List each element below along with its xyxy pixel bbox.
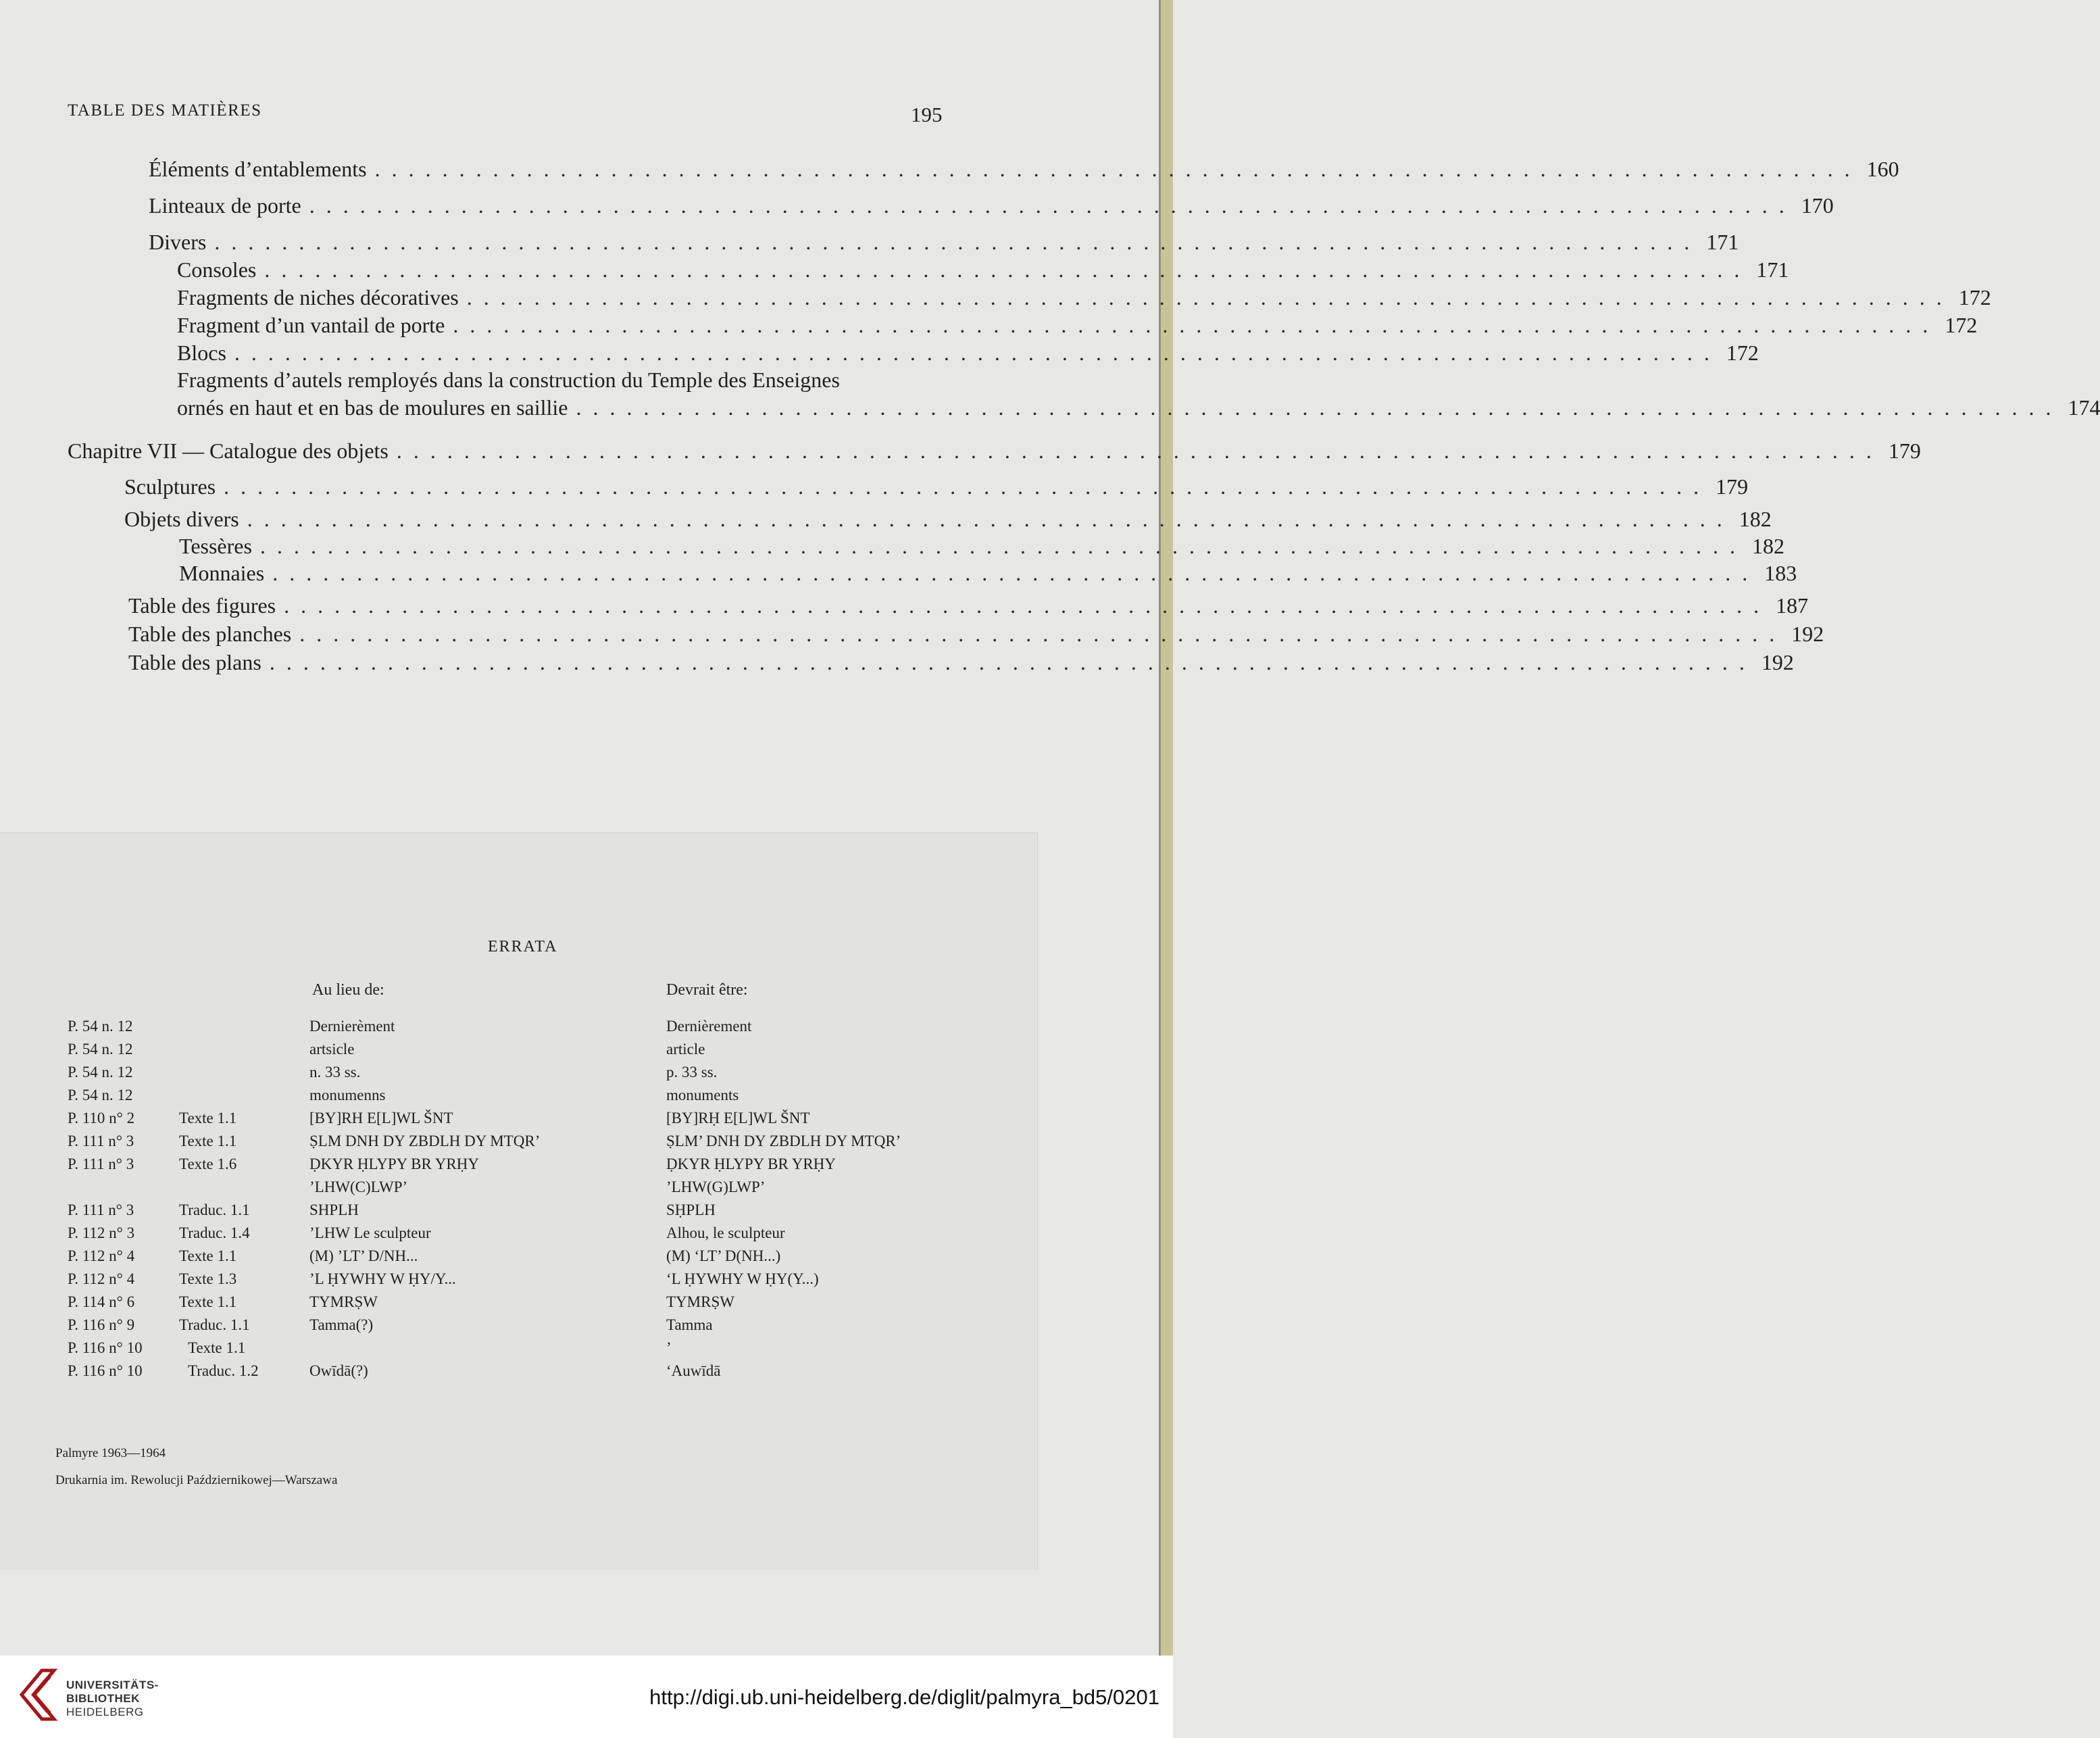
errata-page: P. 112 n° 3 [68,1224,135,1241]
errata-row [0,1224,1037,1247]
toc-leader: ........................................................................................ [269,650,1756,674]
errata-row [0,1339,1037,1362]
errata-instead: ṢLM DNH DY ZBDLH DY MTQR’ [309,1133,541,1149]
toc-page: 192 [1761,650,1794,674]
library-name-line1: UNIVERSITÄTS- [66,1679,159,1691]
source-url-link[interactable]: http://digi.ub.uni-heidelberg.de/diglit/palmyra_bd5/0201 [649,1685,1159,1709]
toc-entry [124,507,1772,535]
errata-instead: Owīdā(?) [309,1362,368,1379]
toc-leader: ........................................................................................ [576,395,2063,420]
errata-should: (M) ‘LT’ D(NH...) [666,1247,781,1264]
toc-leader: ........................................................................................ [374,157,1861,181]
errata-page: P. 114 n° 6 [68,1293,135,1310]
errata-title: ERRATA [488,938,558,955]
toc-leader: ........................................................................................ [259,534,1747,558]
errata-instead: ’L ḤYWHY W ḤY/Y... [309,1270,456,1287]
errata-page: P. 111 n° 3 [68,1133,134,1149]
toc-entry [179,561,1797,589]
toc-label: Blocs [177,341,226,365]
errata-instead: TYMRṢW [309,1293,378,1310]
errata-row [0,1018,1037,1041]
errata-page: P. 110 n° 2 [68,1110,135,1126]
errata-ref: Texte 1.1 [179,1247,237,1264]
errata-column-instead: Au lieu de: [312,981,384,999]
toc-leader: ........................................................................................ [247,507,1734,531]
errata-page: P. 54 n. 12 [68,1041,133,1058]
toc-page: 174 [2068,395,2100,420]
toc-page: 179 [1888,439,1921,463]
running-head: TABLE DES MATIÈRES [68,101,262,120]
errata-row [0,1064,1037,1087]
page-number: 195 [911,103,943,126]
toc-leader: ........................................................................................ [466,285,1953,309]
errata-ref: Traduc. 1.1 [179,1201,250,1218]
errata-instead: n. 33 ss. [309,1064,361,1081]
toc-label: Tessères [179,534,252,558]
errata-instead: (M) ’LT’ D/NH... [309,1247,418,1264]
errata-should: ’ [666,1339,672,1356]
toc-page: 187 [1776,593,1809,618]
errata-page: P. 112 n° 4 [68,1247,135,1264]
errata-instead: Dernierèment [309,1018,395,1035]
errata-should: ḌKYR ḤLYPY BR YRḤY [666,1156,836,1172]
toc-entry [179,534,1784,562]
errata-row [0,1270,1037,1293]
errata-instead: artsicle [309,1041,355,1058]
toc-entry [128,650,1794,678]
errata-ref: Texte 1.3 [179,1270,237,1287]
errata-page: P. 116 n° 10 [68,1339,143,1356]
toc-label: Sculptures [124,474,216,499]
errata-should: SḤPLH [666,1201,716,1218]
toc-entry [177,395,2100,424]
toc-page: 172 [1945,313,1978,337]
library-name-line2: BIBLIOTHEK [66,1692,140,1705]
errata-page: P. 54 n. 12 [68,1064,133,1081]
toc-page: 192 [1791,622,1824,646]
toc-label: Objets divers [124,507,239,531]
toc-entry [128,622,1824,650]
errata-instead: SHPLH [309,1201,359,1218]
toc-entry [177,313,1978,341]
toc-entry [149,157,1899,185]
errata-should: Tamma [666,1316,713,1333]
toc-label: Divers [149,230,207,254]
errata-should: Dernièrement [666,1018,752,1035]
errata-ref: Traduc. 1.1 [179,1316,250,1333]
errata-should: monuments [666,1087,739,1103]
toc-label: Consoles [177,257,257,282]
errata-should: ‘L ḤYWHY W ḤY(Y...) [666,1270,819,1287]
toc-label: Table des figures [128,593,276,618]
errata-should: [BY]RḤ E[L]WL ŠNT [666,1110,810,1126]
toc-leader: ........................................................................................ [396,439,1883,463]
toc-entry [149,193,1834,222]
errata-page: P. 111 n° 3 [68,1201,134,1218]
errata-ref: Texte 1.1 [179,1293,237,1310]
errata-row [0,1293,1037,1316]
errata-instead: Tamma(?) [309,1316,374,1333]
toc-label: Éléments d’entablements [149,157,367,181]
errata-row [0,1316,1037,1339]
errata-should: p. 33 ss. [666,1064,718,1081]
toc-chapter-entry [68,439,1921,467]
toc-page: 160 [1866,157,1899,181]
toc-label: Chapitre VII — Catalogue des objets [68,439,389,463]
toc-page: 171 [1706,230,1739,254]
library-name-line3: HEIDELBERG [66,1706,144,1718]
toc-page: 183 [1764,561,1797,585]
errata-page: P. 116 n° 9 [68,1316,135,1333]
errata-page: P. 54 n. 12 [68,1018,133,1035]
toc-leader: ........................................................................................ [453,313,1940,337]
toc-page: 172 [1958,285,1991,309]
imprint-edition: Palmyre 1963—1964 [55,1446,166,1460]
errata-instead: ḌKYR ḤLYPY BR YRḤY [309,1156,479,1172]
errata-should: Alhou, le sculpteur [666,1224,785,1241]
toc-label: Table des planches [128,622,292,646]
errata-should: ‘Auwīdā [666,1362,721,1379]
toc-page: 182 [1751,534,1784,558]
library-logo-icon [19,1664,62,1726]
errata-ref: Texte 1.1 [179,1110,237,1126]
errata-ref: Texte 1.1 [179,1133,237,1149]
toc-page: 172 [1726,341,1759,365]
toc-label: Fragment d’un vantail de porte [177,313,445,337]
errata-row [0,1178,1037,1201]
toc-entry-wrapped-line: Fragments d’autels remployés dans la construction du Temple des Enseignes [177,368,840,392]
errata-row [0,1362,1037,1385]
errata-row [0,1110,1037,1133]
toc-leader: ........................................................................................ [264,257,1751,282]
toc-page: 182 [1739,507,1772,531]
errata-should: TYMRṢW [666,1293,734,1310]
errata-column-should: Devrait être: [666,981,748,999]
errata-ref: Texte 1.6 [179,1156,237,1172]
errata-row [0,1133,1037,1156]
toc-label: ornés en haut et en bas de moulures en saillie [177,395,568,420]
toc-label: Fragments de niches décoratives [177,285,459,309]
toc-leader: ........................................................................................ [224,474,1711,499]
errata-instead: ’LHW Le sculpteur [309,1224,431,1241]
errata-page: P. 54 n. 12 [68,1087,133,1103]
toc-entry [177,341,1759,369]
toc-label: Linteaux de porte [149,193,301,218]
toc-leader: ........................................................................................ [214,230,1701,254]
errata-ref: Texte 1.1 [188,1339,246,1356]
errata-ref: Traduc. 1.2 [188,1362,259,1379]
toc-entry [128,593,1809,622]
toc-leader: ........................................................................................ [299,622,1786,646]
toc-leader: ........................................................................................ [309,193,1796,218]
errata-instead: ’LHW(C)LWP’ [309,1178,408,1195]
errata-ref: Traduc. 1.4 [179,1224,250,1241]
errata-instead: monumenns [309,1087,386,1103]
toc-label: Table des plans [128,650,261,674]
toc-entry [124,474,1749,503]
errata-page: P. 111 n° 3 [68,1156,134,1172]
errata-row [0,1201,1037,1224]
errata-row [0,1156,1037,1178]
errata-should: article [666,1041,705,1058]
toc-entry [177,285,1991,314]
toc-page: 171 [1756,257,1789,282]
toc-entry [149,230,1739,258]
errata-row [0,1247,1037,1270]
errata-instead: [BY]RH E[L]WL ŠNT [309,1110,453,1126]
errata-should: ṢLM’ DNH DY ZBDLH DY MTQR’ [666,1133,901,1149]
errata-row [0,1087,1037,1110]
errata-row [0,1041,1037,1064]
errata-should: ’LHW(G)LWP’ [666,1178,766,1195]
toc-leader: ........................................................................................ [284,593,1771,618]
toc-entry [177,257,1789,286]
toc-leader: ........................................................................................ [272,561,1759,585]
toc-page: 179 [1716,474,1749,499]
errata-page: P. 116 n° 10 [68,1362,143,1379]
toc-page: 170 [1801,193,1834,218]
toc-leader: ........................................................................................ [234,341,1721,365]
imprint-printer: Drukarnia im. Rewolucji Październikowej—Warszawa [55,1473,338,1487]
errata-page: P. 112 n° 4 [68,1270,135,1287]
toc-label: Monnaies [179,561,265,585]
